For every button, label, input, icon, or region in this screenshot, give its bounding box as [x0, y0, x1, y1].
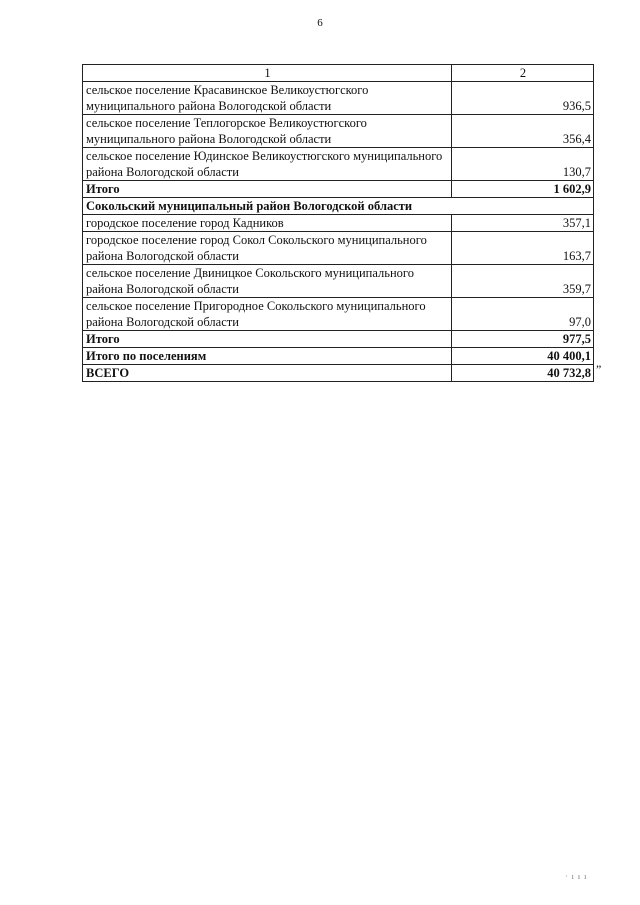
table-header-row [83, 65, 594, 82]
settlement-value: 936,5 [452, 82, 594, 115]
table-row [83, 148, 594, 181]
settlement-value: 97,0 [452, 298, 594, 331]
settlement-name: городское поселение город Кадников [83, 215, 452, 232]
settlement-value: 130,7 [452, 148, 594, 181]
settlement-value: 356,4 [452, 115, 594, 148]
table-row [83, 265, 594, 298]
column-header-2: 2 [452, 65, 594, 82]
grand-total-label: ВСЕГО [83, 365, 452, 382]
table-body [83, 82, 594, 382]
settlements-total-label: Итого по поселениям [83, 348, 452, 365]
closing-quote-mark: ” [596, 362, 602, 376]
settlement-name: городское поселение город Сокол Сокольского муниципального района Вологодской области [83, 232, 452, 265]
settlements-total-value: 40 400,1 [452, 348, 594, 365]
settlement-name: сельское поселение Юдинское Великоустюгского муниципального района Вологодской области [83, 148, 452, 181]
table-row [83, 82, 594, 115]
budget-table [82, 64, 594, 382]
settlement-value: 163,7 [452, 232, 594, 265]
settlement-name: сельское поселение Пригородное Сокольского муниципального района Вологодской области [83, 298, 452, 331]
settlement-name: сельское поселение Теплогорское Великоустюгского муниципального района Вологодской области [83, 115, 452, 148]
subtotal-value: 977,5 [452, 331, 594, 348]
scan-marks: · ı ı ı [565, 872, 588, 881]
district-section-row [83, 198, 594, 215]
table-row [83, 232, 594, 265]
subtotal-value: 1 602,9 [452, 181, 594, 198]
page-number: 6 [317, 17, 323, 29]
settlements-total-row [83, 348, 594, 365]
grand-total-row [83, 365, 594, 382]
subtotal-row [83, 181, 594, 198]
settlement-value: 357,1 [452, 215, 594, 232]
subtotal-row [83, 331, 594, 348]
subtotal-label: Итого [83, 331, 452, 348]
table-header [83, 65, 594, 82]
table-row [83, 115, 594, 148]
column-header-1: 1 [83, 65, 452, 82]
grand-total-value: 40 732,8 [452, 365, 594, 382]
district-section-title: Сокольский муниципальный район Вологодской области [83, 198, 594, 215]
settlement-name: сельское поселение Двиницкое Сокольского муниципального района Вологодской области [83, 265, 452, 298]
settlement-value: 359,7 [452, 265, 594, 298]
settlement-name: сельское поселение Красавинское Великоустюгского муниципального района Вологодской области [83, 82, 452, 115]
table-row [83, 215, 594, 232]
table-row [83, 298, 594, 331]
subtotal-label: Итого [83, 181, 452, 198]
